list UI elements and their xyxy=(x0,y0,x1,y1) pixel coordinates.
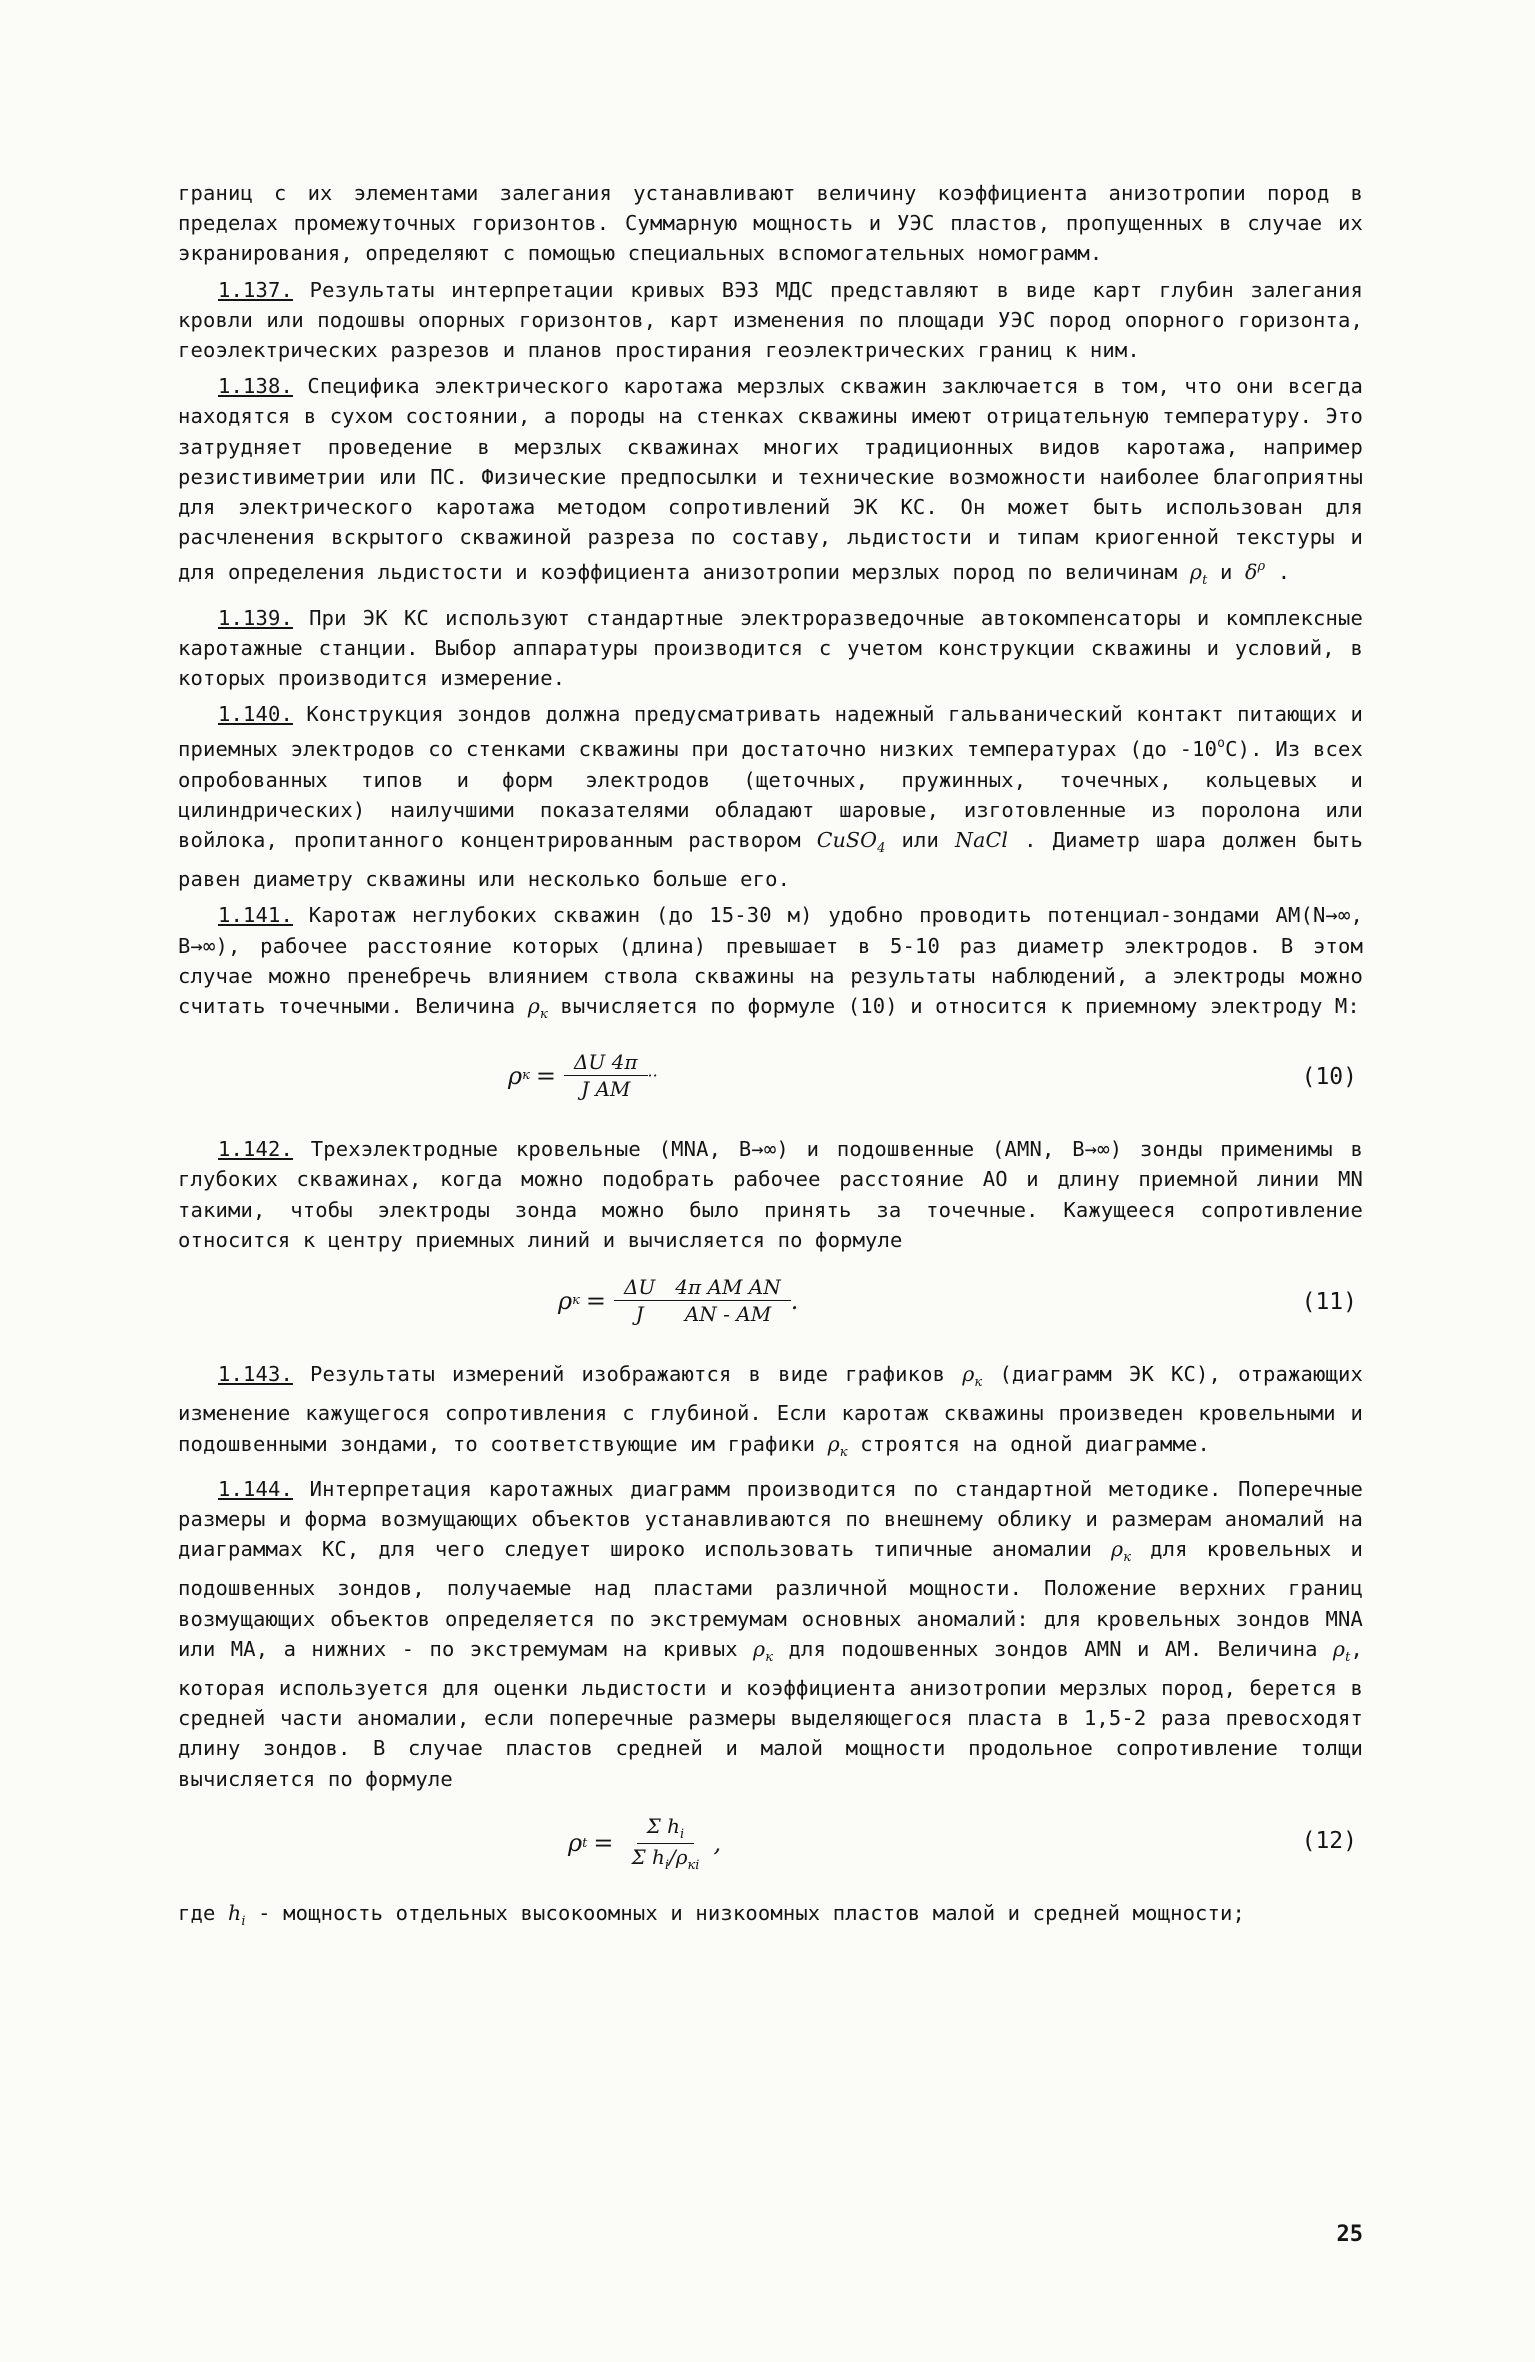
formula-subscript: 4 xyxy=(877,841,886,857)
formula-nacl: NaCl xyxy=(955,828,1009,853)
formula-tail: ·· xyxy=(647,1066,658,1086)
formula-tail: . xyxy=(790,1286,799,1315)
formula-equals: = xyxy=(535,1061,556,1090)
paragraph-text: Специфика электрического каротажа мерзлых скважин заключается в том, что они всегда находятся в сухом состоянии, а породы на стенках скважины имеют отрицательную температуру. Это затрудняет проведение в мерзлых скважинах многих традиционных видов каротажа, например резистивиметрии или ПС. Физические предпосылки и технические возможности наиболее благоприятны для электрического каротажа методом сопротивлений ЭК КС. Он может быть использован для расчленения вскрытого скважиной разреза по составу, льдистости и типам криогенной текстуры и для определения льдистости и коэффициента анизотропии мерзлых пород по величинам xyxy=(178,374,1363,585)
symbol-subscript: к xyxy=(839,1444,848,1460)
paragraph-text: где xyxy=(178,1900,216,1925)
paragraph-text: - мощность отдельных высокоомных и низкоомных пластов малой и средней мощности; xyxy=(258,1900,1246,1925)
symbol-subscript: к xyxy=(974,1375,983,1391)
symbol-subscript: к xyxy=(540,1007,548,1023)
paragraph-text: вычисляется по формуле (10) и относится к приемному электроду М: xyxy=(560,994,1360,1019)
formula-equals: = xyxy=(593,1829,614,1858)
paragraph-1-143 xyxy=(178,1359,1363,1468)
symbol-rho: ρ xyxy=(527,994,540,1019)
section-number: 1.142. xyxy=(218,1137,293,1162)
paragraph-text: строятся на одной диаграмме. xyxy=(860,1431,1210,1456)
formula-fraction xyxy=(564,1050,648,1101)
formula-lhs: ρ xyxy=(508,1061,523,1090)
conjunction: и xyxy=(1219,560,1233,585)
formula-lhs: ρ xyxy=(558,1286,573,1315)
formula-lhs-subscript: к xyxy=(522,1068,530,1084)
formula-12 xyxy=(178,1800,1363,1892)
paragraph-1-138: 1.138. Специфика электрического каротажа мерзлых скважин заключается в том, что они всегда находятся в сухом состоянии, а породы на стенках скважины имеют отрицательную температуру. Это затрудняет проведение в мерзлых скважинах многих традиционных видов каротажа, например резистивиметрии или ПС. Физические предпосылки и технические возможности наиболее благоприятны для электрического каротажа методом сопротивлений ЭК КС. Он может быть использован для расчленения вскрытого скважиной разреза по составу, льдистости и типам криогенной текстуры и для определения льдистости и коэффициента анизотропии мерзлых пород по величинам $\rho_t$ и $\delta^\rho$ . xyxy=(178,374,1363,589)
section-number: 1.143. xyxy=(218,1362,293,1387)
formula-11 xyxy=(178,1261,1363,1353)
fraction-denominator: J AM xyxy=(581,1077,631,1102)
symbol-rho: ρ xyxy=(1189,560,1203,585)
symbol-subscript: к xyxy=(1123,1550,1132,1566)
fraction-denominator xyxy=(621,1844,709,1873)
paragraph-text: При ЭК КС используют стандартные электроразведочные автокомпенсаторы и комплексные каротажные станции. Выбор аппаратуры производится с учетом конструкции скважины и условий, в которых производится измерение. xyxy=(178,605,1363,691)
section-number: 1.138. xyxy=(218,374,293,399)
paragraph-1-139 xyxy=(178,603,1363,694)
paragraph-text: Конструкция зондов должна предусматривать надежный гальванический контакт питающих и приемных электродов со стенками скважины при достаточно низких температурах (до -10 xyxy=(178,702,1363,762)
paragraph-text: Результаты интерпретации кривых ВЭЗ МДС представляют в виде карт глубин залегания кровли или подошвы опорных горизонтов, карт изменения по площади УЭС пород опорного горизонта, геоэлектрических разрезов и планов простирания геоэлектрических границ к ним. xyxy=(178,277,1363,363)
paragraph-text: . Диаметр шара должен быть равен диаметру скважины или несколько больше его. xyxy=(178,828,1364,892)
symbol-rho: ρ xyxy=(827,1431,840,1456)
symbol-h: h xyxy=(227,1900,242,1925)
symbol-rho: ρ xyxy=(1332,1636,1346,1661)
formula-number: (12) xyxy=(1301,1827,1357,1854)
formula-lhs-subscript: t xyxy=(582,1835,588,1851)
numerator-subscript: i xyxy=(680,1826,685,1842)
denominator-text: Σ h xyxy=(631,1844,665,1869)
paragraph-where xyxy=(178,1898,1363,1937)
numerator-text: Σ h xyxy=(646,1813,681,1838)
paragraph-text: Интерпретация каротажных диаграмм производится по стандартной методике. Поперечные размеры и форма возмущающих объектов устанавливаются по внешнему облику и размерам аномалий на диаграммах КС, для чего следует широко использовать типичные аномалии xyxy=(178,1476,1363,1562)
section-number: 1.137. xyxy=(218,277,293,302)
formula-fraction xyxy=(621,1814,709,1873)
paragraph-1-144 xyxy=(178,1474,1363,1794)
paragraph-intro: границ с их элементами залегания устанавливают величину коэффициента анизотропии пород в пределах промежуточных горизонтов. Суммарную мощность и УЭС пластов, пропущенных в случае их экранирования, определяют с помощью специальных вспомогательных номограмм. xyxy=(178,181,1363,266)
denominator-subscript: i xyxy=(664,1857,670,1873)
formula-equals: = xyxy=(585,1286,606,1315)
formula-number: (10) xyxy=(1301,1064,1357,1091)
section-number: 1.141. xyxy=(218,903,293,928)
fraction-denominator: AN - AM xyxy=(684,1302,772,1327)
formula-cuso4: CuSO xyxy=(816,828,878,853)
paragraph-1-140 xyxy=(178,699,1363,894)
formula-fraction xyxy=(614,1275,665,1326)
formula-tail: , xyxy=(713,1829,722,1858)
formula-lhs: ρ xyxy=(568,1829,583,1858)
paragraph-1-141 xyxy=(178,900,1363,1030)
section-number: 1.140. xyxy=(218,702,293,727)
paragraph-text: Результаты измерений изображаются в виде графиков xyxy=(292,1362,946,1387)
paragraph-text: для подошвенных зондов AMN и AM. Величина xyxy=(788,1636,1318,1661)
formula-lhs-subscript: к xyxy=(572,1293,580,1309)
symbol-superscript: ρ xyxy=(1257,559,1266,575)
formula-fraction xyxy=(665,1275,790,1326)
symbol-rho: ρ xyxy=(962,1362,975,1387)
paragraph-text: С). Из всех опробованных типов и форм электродов (щеточных, пружинных, точечных, кольцевых и цилиндрических) наилучшими показателями обладают шаровые, изготовленные из поролона или войлока, пропитанного концентрированным раствором xyxy=(178,737,1363,853)
fraction-numerator: 4π AM AN xyxy=(665,1275,790,1301)
fraction-numerator: ΔU 4π xyxy=(564,1050,648,1076)
fraction-denominator: J xyxy=(635,1302,644,1327)
symbol-subscript: t xyxy=(1202,573,1208,589)
fraction-numerator: ΔU xyxy=(614,1275,665,1301)
symbol-rho: ρ xyxy=(1110,1537,1124,1562)
fraction-numerator xyxy=(637,1814,695,1844)
paragraph-text: Каротаж неглубоких скважин (до 15-30 м) удобно проводить потенциал-зондами АМ(N→∞, B→∞), рабочее расстояние которых (длина) превышает в 5-10 раз диаметр электродов. В этом случае можно пренебречь влиянием ствола скважины на результаты наблюдений, а электроды можно считать точечными. Величина xyxy=(178,903,1363,1019)
paragraph-1-142 xyxy=(178,1134,1363,1255)
denominator-tail-subscript: кi xyxy=(687,1857,700,1873)
formula-number: (11) xyxy=(1301,1289,1357,1316)
paragraph-1-137 xyxy=(178,275,1363,366)
symbol-subscript: i xyxy=(241,1913,246,1929)
symbol-delta: δ xyxy=(1244,560,1258,585)
degree-sign: o xyxy=(1217,736,1226,752)
page-body xyxy=(178,178,1363,1937)
paragraph-text: Трехэлектродные кровельные (MNA, B→∞) и подошвенные (AMN, B→∞) зонды применимы в глубоких скважинах, когда можно подобрать рабочее расстояние AO и длину приемной линии MN такими, чтобы электроды зонда можно было принять за точечные. Кажущееся сопротивление относится к центру приемных линий и вычисляется по формуле xyxy=(178,1137,1363,1252)
paragraph-text: (диаграмм ЭК КС), отражающих изменение кажущегося сопротивления с глубиной. Если каротаж скважины произведен кровельными и подошвенными зондами, то соответствующие им графики xyxy=(178,1362,1363,1456)
symbol-subscript: t xyxy=(1345,1649,1351,1665)
conjunction: или xyxy=(901,828,940,853)
formula-10 xyxy=(178,1036,1363,1128)
section-number: 1.144. xyxy=(218,1476,293,1501)
denominator-tail: /ρ xyxy=(669,1844,688,1869)
paragraph-text: , которая используется для оценки льдистости и коэффициента анизотропии мерзлых пород, берется в средней части аномалии, если поперечные размеры выделяющегося пласта в 1,5-2 раза превосходят длину зондов. В случае пластов средней и малой мощности продольное сопротивление толщи вычисляется по формуле xyxy=(178,1636,1363,1791)
paragraph-text: для кровельных и подошвенных зондов, получаемые над пластами различной мощности. Положение верхних границ возмущающих объектов определяется по экстремумам основных аномалий: для кровельных зондов MNA или МА, а нижних - по экстремумам на кривых xyxy=(178,1537,1363,1661)
section-number: 1.139. xyxy=(218,605,293,630)
symbol-rho: ρ xyxy=(753,1636,766,1661)
page-number: 25 xyxy=(1336,2222,1363,2247)
symbol-subscript: к xyxy=(765,1649,774,1665)
